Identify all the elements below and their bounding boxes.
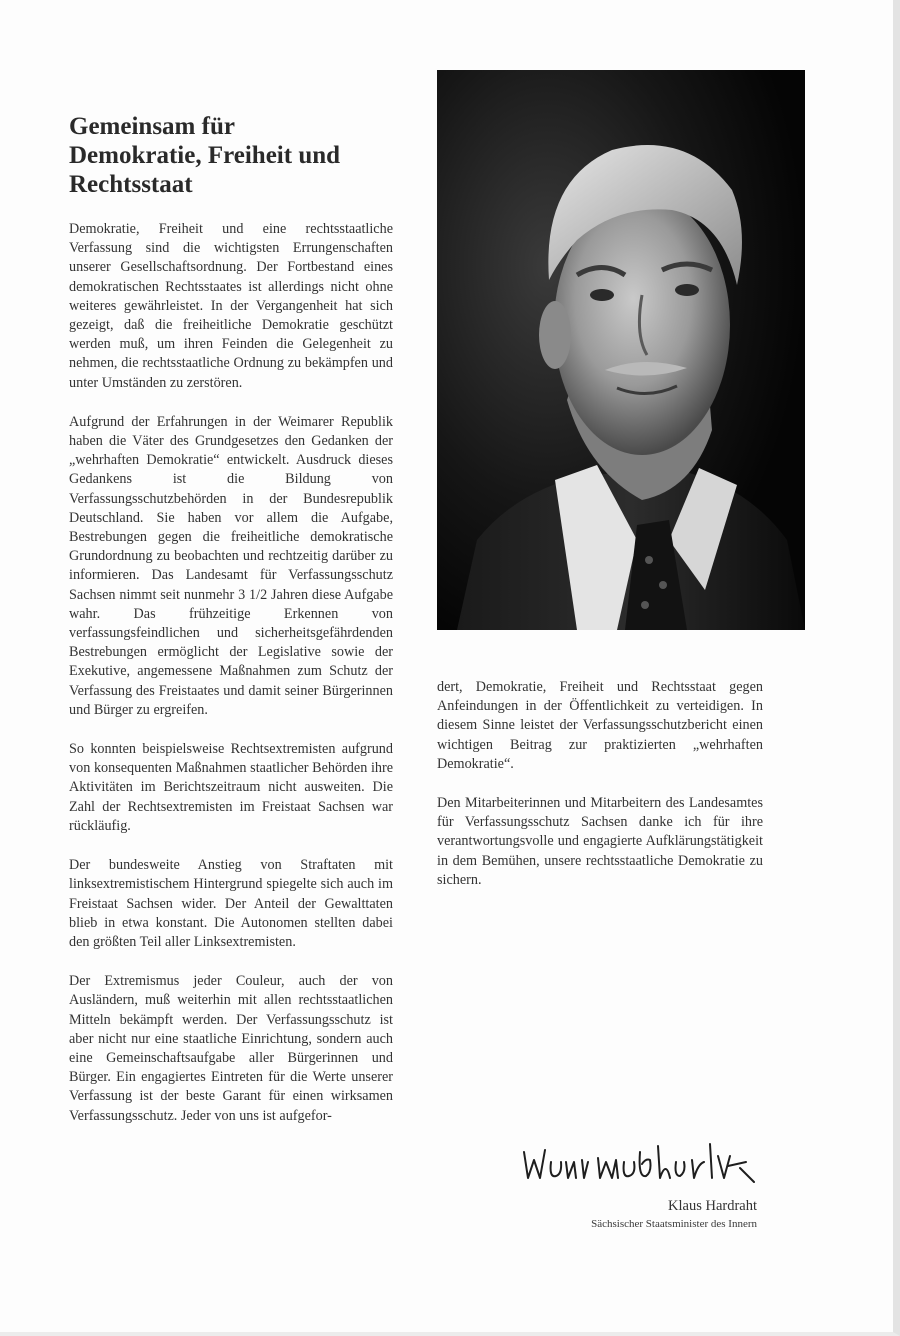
signer-name: Klaus Hardraht — [668, 1198, 757, 1214]
right-text-column — [437, 678, 763, 910]
left-text-column — [69, 220, 393, 1146]
signature-graphic — [518, 1132, 766, 1192]
paragraph: Aufgrund der Erfahrungen in der Weimarer Republik haben die Väter des Grundgesetzes den Gedanken der „wehrhaften Demokratie“ entwickelt. Ausdruck dieses Gedankens ist die Bildung von Verfassungsschutzbehörden in der Bundesrepublik Deutschland. Sie haben vor allem die Aufgabe, Bestrebungen gegen die freiheitliche demokratische Grundordnung zu beobachten und rechtzeitig darüber zu informieren. Das Landesamt für Verfassungsschutz Sachsen nimmt seit nunmehr 3 1/2 Jahren diese Aufgabe wahr. Das frühzeitige Erkennen von verfassungsfeindlichen und sicherheitsgefährdenden Bestrebungen ermöglicht der Legislative sowie der Exekutive, angemessene Maßnahmen zum Schutz der Verfassung des Freistaates und damit seiner Bürgerinnen und Bürger zu ergreifen. — [69, 413, 393, 718]
page-title — [69, 112, 409, 199]
title-line: Gemeinsam für — [69, 113, 235, 140]
portrait-photo — [437, 70, 805, 630]
paragraph: Der Extremismus jeder Couleur, auch der von Ausländern, muß weiterhin mit allen rechtsstaatlichen Mitteln bekämpft werden. Der Verfassungsschutz ist aber nicht nur eine staatliche Einrichtung, sondern auch eine Gemeinschaftsaufgabe aller Bürgerinnen und Bürger. Ein engagiertes Eintreten für die Werte unserer Verfassung ist der beste Garant für einen wirksamen Verfassungsschutz. Jeder von uns ist aufgefor- — [69, 973, 393, 1124]
signer-role: Sächsischer Staatsminister des Innern — [591, 1218, 757, 1230]
paragraph: Der bundesweite Anstieg von Straftaten mit linksextremistischem Hintergrund spiegelte sich auch im Freistaat Sachsen wider. Der Anteil der Gewalttaten blieb in etwa konstant. Die Autonomen stellten dabei den größten Teil aller Linksextremisten. — [69, 857, 393, 950]
portrait-illustration — [437, 70, 805, 630]
handwritten-signature — [518, 1132, 766, 1192]
paragraph: Demokratie, Freiheit und eine rechtsstaatliche Verfassung sind die wichtigsten Errungenschaften unserer Gesellschaftsordnung. Der Fortbestand eines demokratischen Rechtsstaates ist allerdings nicht ohne weiteres gewährleistet. In der Vergangenheit hat sich gezeigt, daß die freiheitliche Demokratie geschützt werden muß, um ihren Feinden die Gelegenheit zu nehmen, die rechtsstaatliche Ordnung zu bekämpfen und unter Umständen zu zerstören. — [69, 221, 393, 391]
title-line: Demokratie, Freiheit und — [69, 142, 341, 169]
title-line: Rechtsstaat — [69, 171, 193, 198]
paragraph: So konnten beispielsweise Rechtsextremisten aufgrund von konsequenten Maßnahmen staatlicher Behörden ihre Aktivitäten im Berichtszeitraum nicht ausweiten. Die Zahl der Rechtsextremisten im Freistaat Sachsen war rückläufig. — [69, 741, 393, 834]
paragraph: Den Mitarbeiterinnen und Mitarbeitern des Landesamtes für Verfassungsschutz Sachsen danke ich für ihre verantwortungsvolle und engagierte Aufklärungstätigkeit in dem Bemühen, unsere rechtsstaatliche Demokratie zu sichern. — [437, 795, 763, 888]
paragraph: dert, Demokratie, Freiheit und Rechtsstaat gegen Anfeindungen in der Öffentlichkeit zu verteidigen. In diesem Sinne leistet der Verfassungsschutzbericht einen wichtigen Beitrag zur praktizierten „wehrhaften Demokratie“. — [437, 679, 763, 772]
